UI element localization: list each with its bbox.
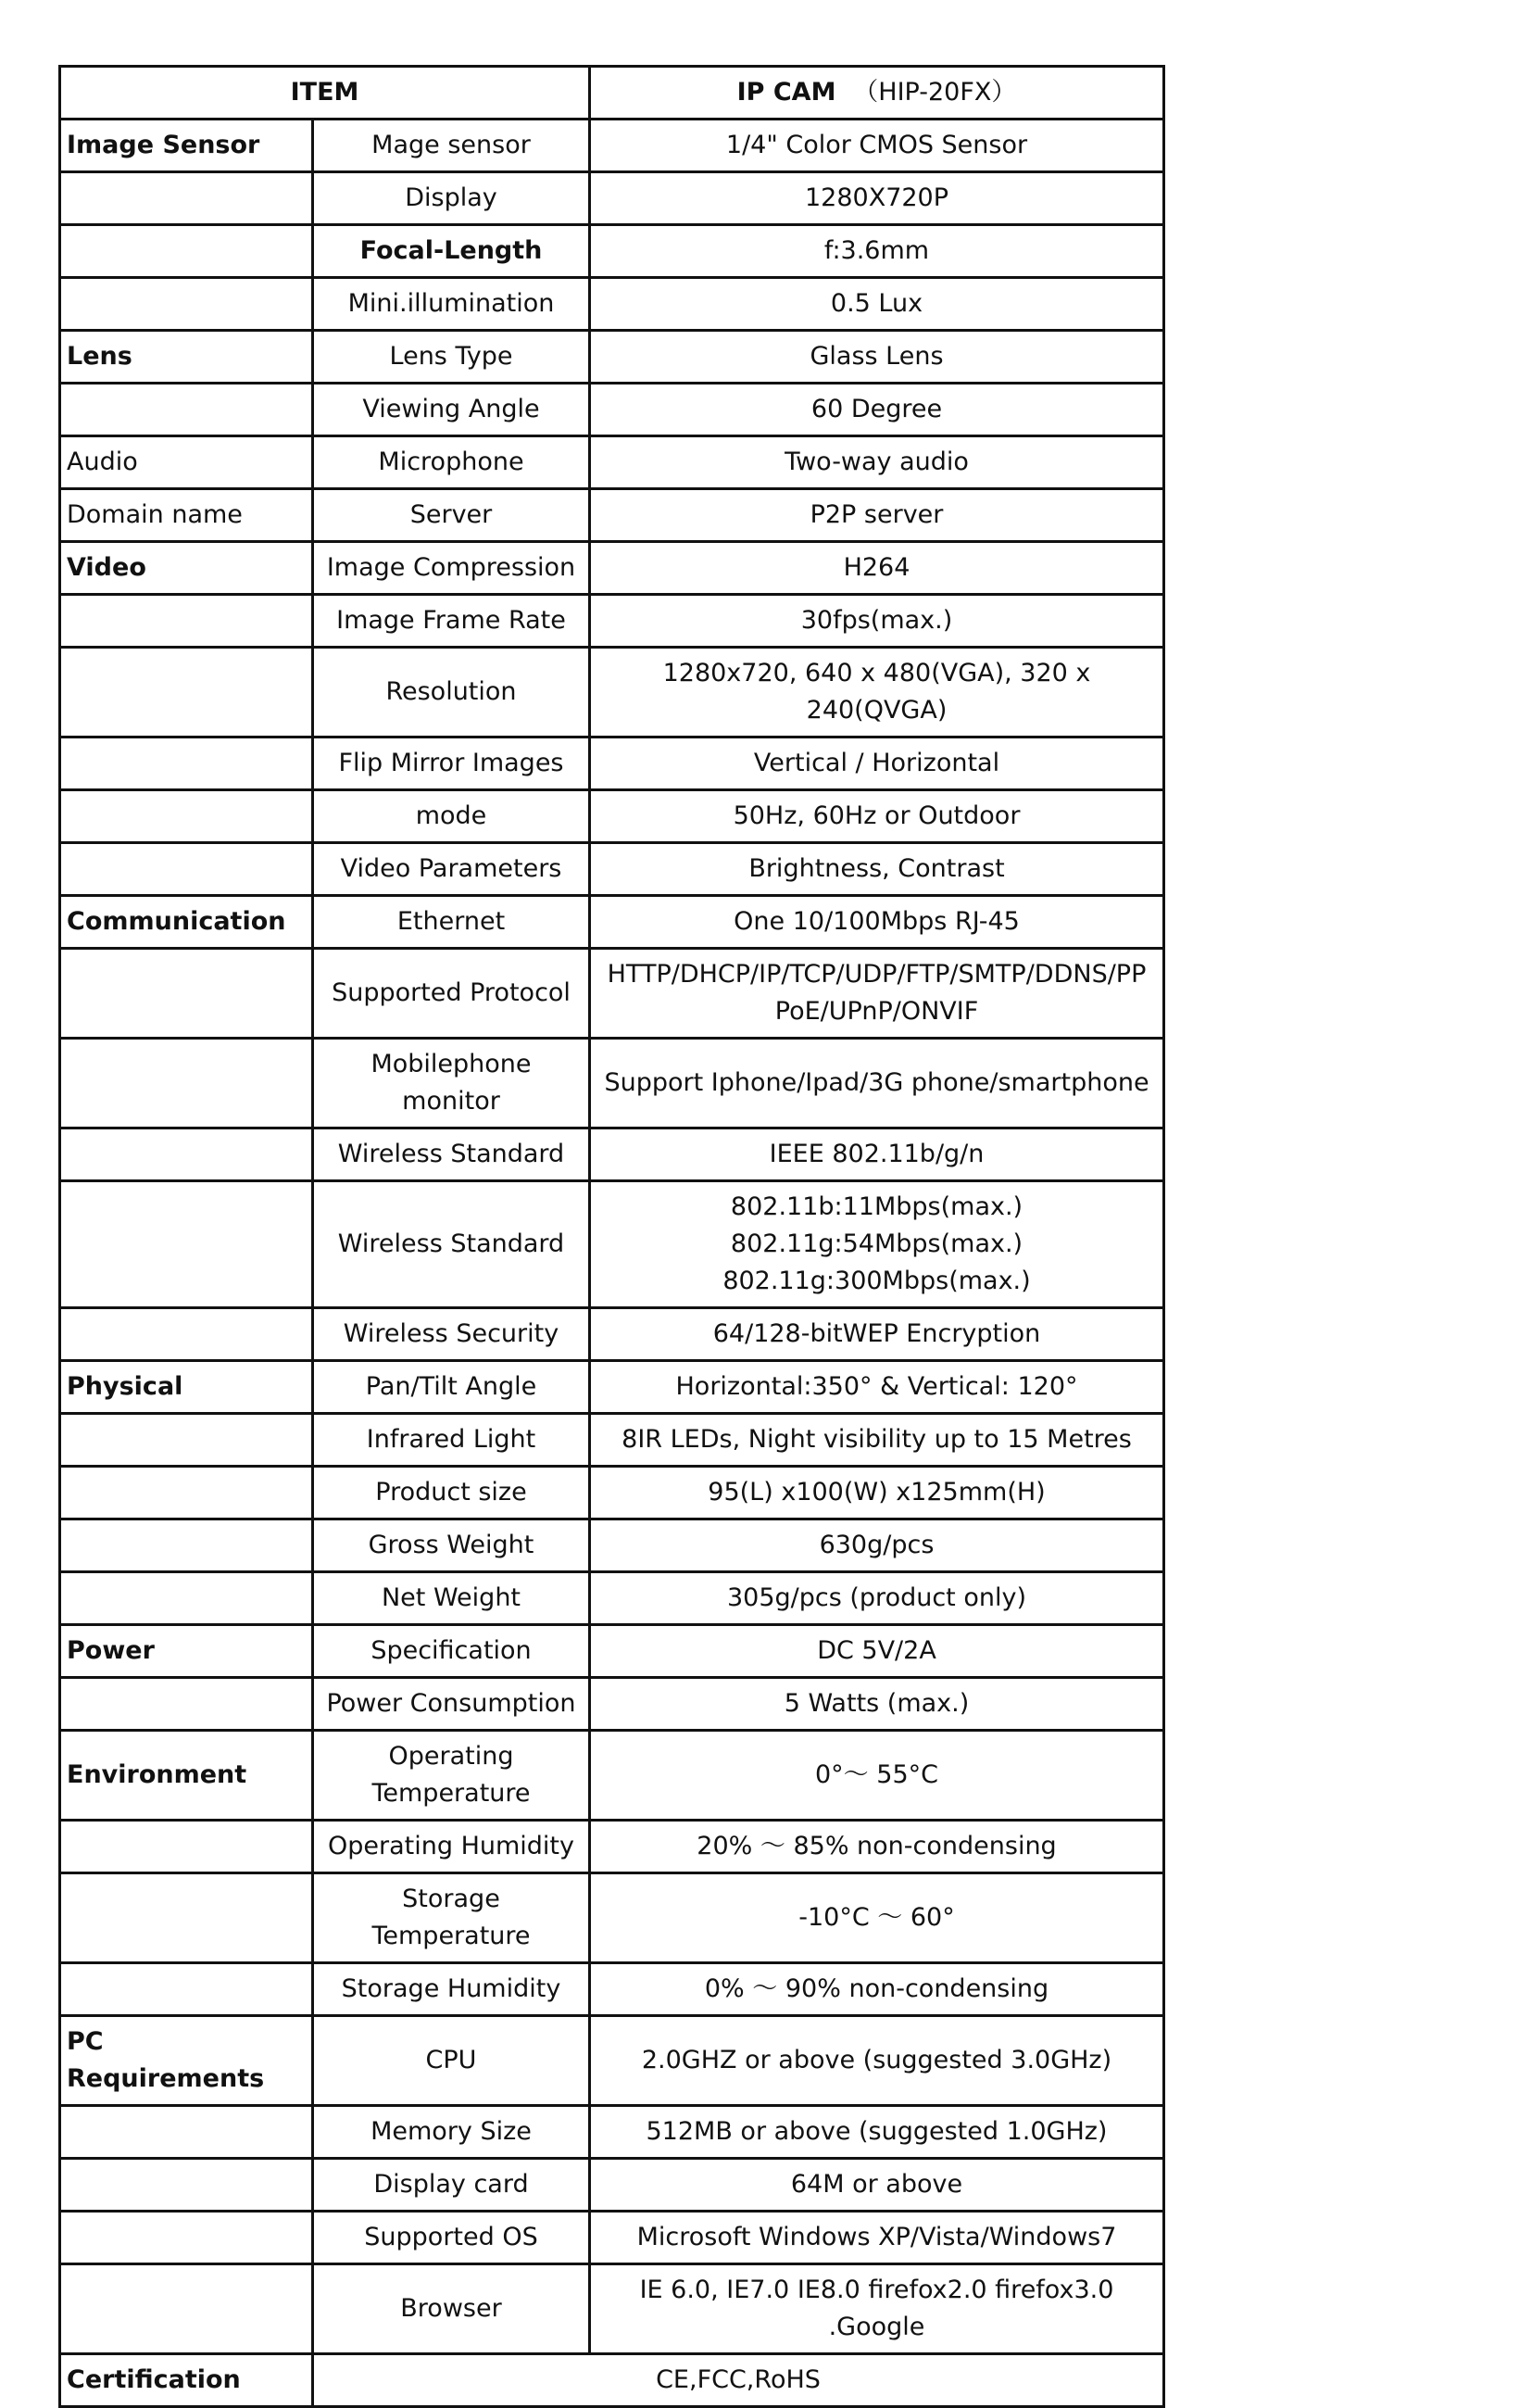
row-item: Supported OS — [313, 2212, 590, 2264]
row-item: Wireless Standard — [313, 1181, 590, 1308]
row-item: Lens Type — [313, 331, 590, 384]
row-category — [60, 790, 313, 843]
table-row — [60, 2159, 1164, 2212]
row-value: 630g/pcs — [590, 1519, 1164, 1572]
row-item: Operating Humidity — [313, 1821, 590, 1873]
row-value: 20% ～ 85% non-condensing — [590, 1821, 1164, 1873]
row-category: Communication — [60, 896, 313, 949]
table-row — [60, 1467, 1164, 1519]
header-model-code: （HIP-20FX） — [853, 78, 1017, 107]
table-row — [60, 542, 1164, 595]
row-category — [60, 648, 313, 738]
row-value: IE 6.0, IE7.0 IE8.0 firefox2.0 firefox3.0 .Google — [590, 2264, 1164, 2354]
row-value: 512MB or above (suggested 1.0GHz) — [590, 2106, 1164, 2159]
row-value: HTTP/DHCP/IP/TCP/UDP/FTP/SMTP/DDNS/PPPoE/UPnP/ONVIF — [590, 949, 1164, 1039]
row-value: Glass Lens — [590, 331, 1164, 384]
header-item: ITEM — [60, 67, 590, 120]
row-item: Flip Mirror Images — [313, 738, 590, 790]
table-row — [60, 120, 1164, 172]
table-row — [60, 489, 1164, 542]
row-category — [60, 1181, 313, 1308]
row-value: H264 — [590, 542, 1164, 595]
row-category — [60, 1308, 313, 1361]
row-category — [60, 225, 313, 278]
table-row — [60, 436, 1164, 489]
row-item: Infrared Light — [313, 1414, 590, 1467]
row-item: Microphone — [313, 436, 590, 489]
row-item: Server — [313, 489, 590, 542]
row-item: Image Compression — [313, 542, 590, 595]
row-category — [60, 1963, 313, 2016]
certification-row — [60, 2354, 1164, 2407]
row-item: Storage Temperature — [313, 1873, 590, 1963]
row-item: Memory Size — [313, 2106, 590, 2159]
row-value: P2P server — [590, 489, 1164, 542]
row-category — [60, 1414, 313, 1467]
table-row — [60, 1039, 1164, 1128]
row-item: Pan/Tilt Angle — [313, 1361, 590, 1414]
row-item: Net Weight — [313, 1572, 590, 1625]
row-item: Mobilephone monitor — [313, 1039, 590, 1128]
row-item: mode — [313, 790, 590, 843]
row-item: Resolution — [313, 648, 590, 738]
row-category — [60, 1572, 313, 1625]
header-product — [590, 67, 1164, 120]
row-category: Image Sensor — [60, 120, 313, 172]
table-row — [60, 1308, 1164, 1361]
table-row — [60, 331, 1164, 384]
row-item: Storage Humidity — [313, 1963, 590, 2016]
row-value: 802.11b:11Mbps(max.) 802.11g:54Mbps(max.) 802.11g:300Mbps(max.) — [590, 1181, 1164, 1308]
table-row — [60, 1963, 1164, 2016]
row-value: Microsoft Windows XP/Vista/Windows7 — [590, 2212, 1164, 2264]
row-value: Support Iphone/Ipad/3G phone/smartphone — [590, 1039, 1164, 1128]
row-category — [60, 172, 313, 225]
table-row — [60, 648, 1164, 738]
row-category — [60, 1821, 313, 1873]
row-item: Mini.illumination — [313, 278, 590, 331]
row-item: Display — [313, 172, 590, 225]
row-item: Operating Temperature — [313, 1731, 590, 1821]
table-row — [60, 1731, 1164, 1821]
row-item: Ethernet — [313, 896, 590, 949]
row-category — [60, 1678, 313, 1731]
table-row — [60, 225, 1164, 278]
table-row — [60, 172, 1164, 225]
table-row — [60, 2264, 1164, 2354]
row-category — [60, 1039, 313, 1128]
table-row — [60, 595, 1164, 648]
row-value: 95(L) x100(W) x125mm(H) — [590, 1467, 1164, 1519]
spec-table-body — [60, 67, 1164, 2407]
certification-value: CE,FCC,RoHS — [313, 2354, 1164, 2407]
row-value: Horizontal:350° & Vertical: 120° — [590, 1361, 1164, 1414]
row-value: Brightness, Contrast — [590, 843, 1164, 896]
row-item: Wireless Standard — [313, 1128, 590, 1181]
row-category — [60, 1128, 313, 1181]
row-value: 305g/pcs (product only) — [590, 1572, 1164, 1625]
row-value: IEEE 802.11b/g/n — [590, 1128, 1164, 1181]
row-item: Focal-Length — [313, 225, 590, 278]
row-category — [60, 949, 313, 1039]
row-value: f:3.6mm — [590, 225, 1164, 278]
table-row — [60, 738, 1164, 790]
spec-table — [58, 65, 1165, 2408]
table-row — [60, 1414, 1164, 1467]
row-value: 2.0GHZ or above (suggested 3.0GHz) — [590, 2016, 1164, 2106]
table-row — [60, 896, 1164, 949]
row-item: Browser — [313, 2264, 590, 2354]
certification-label: Certification — [60, 2354, 313, 2407]
row-value: 30fps(max.) — [590, 595, 1164, 648]
row-value: 64M or above — [590, 2159, 1164, 2212]
row-category — [60, 2106, 313, 2159]
row-item: Display card — [313, 2159, 590, 2212]
row-item: Viewing Angle — [313, 384, 590, 436]
row-value: Vertical / Horizontal — [590, 738, 1164, 790]
row-item: Specification — [313, 1625, 590, 1678]
row-value: -10°C ～ 60° — [590, 1873, 1164, 1963]
row-value: 0.5 Lux — [590, 278, 1164, 331]
table-row — [60, 1625, 1164, 1678]
row-category — [60, 2159, 313, 2212]
header-product-name: IP CAM — [736, 78, 836, 107]
table-row — [60, 1361, 1164, 1414]
row-category: Environment — [60, 1731, 313, 1821]
row-value: 1280x720, 640 x 480(VGA), 320 x 240(QVGA) — [590, 648, 1164, 738]
row-category — [60, 2264, 313, 2354]
table-row — [60, 1572, 1164, 1625]
row-category: Power — [60, 1625, 313, 1678]
table-row — [60, 278, 1164, 331]
table-row — [60, 790, 1164, 843]
table-row — [60, 1678, 1164, 1731]
row-value: 1/4" Color CMOS Sensor — [590, 120, 1164, 172]
row-category — [60, 1519, 313, 1572]
row-category: PC Requirements — [60, 2016, 313, 2106]
row-item: Wireless Security — [313, 1308, 590, 1361]
row-value: Two-way audio — [590, 436, 1164, 489]
table-row — [60, 2106, 1164, 2159]
row-category: Lens — [60, 331, 313, 384]
row-item: Supported Protocol — [313, 949, 590, 1039]
row-value: 60 Degree — [590, 384, 1164, 436]
table-row — [60, 1821, 1164, 1873]
row-category: Audio — [60, 436, 313, 489]
row-category: Domain name — [60, 489, 313, 542]
row-item: Image Frame Rate — [313, 595, 590, 648]
row-category — [60, 2212, 313, 2264]
row-item: Video Parameters — [313, 843, 590, 896]
row-value: 0°～ 55°C — [590, 1731, 1164, 1821]
row-value: 0% ～ 90% non-condensing — [590, 1963, 1164, 2016]
table-row — [60, 843, 1164, 896]
row-value: 1280X720P — [590, 172, 1164, 225]
row-category — [60, 1873, 313, 1963]
table-row — [60, 1873, 1164, 1963]
row-item: Mage sensor — [313, 120, 590, 172]
table-row — [60, 384, 1164, 436]
row-value: One 10/100Mbps RJ-45 — [590, 896, 1164, 949]
row-value: 64/128-bitWEP Encryption — [590, 1308, 1164, 1361]
row-item: Power Consumption — [313, 1678, 590, 1731]
row-value: 8IR LEDs, Night visibility up to 15 Metres — [590, 1414, 1164, 1467]
row-category — [60, 843, 313, 896]
row-value: 50Hz, 60Hz or Outdoor — [590, 790, 1164, 843]
table-row — [60, 2212, 1164, 2264]
row-category — [60, 1467, 313, 1519]
row-item: Product size — [313, 1467, 590, 1519]
table-row — [60, 1128, 1164, 1181]
table-row — [60, 949, 1164, 1039]
row-category — [60, 278, 313, 331]
table-row — [60, 1519, 1164, 1572]
row-category: Video — [60, 542, 313, 595]
row-item: Gross Weight — [313, 1519, 590, 1572]
table-row — [60, 1181, 1164, 1308]
table-row — [60, 2016, 1164, 2106]
row-value: 5 Watts (max.) — [590, 1678, 1164, 1731]
row-value: DC 5V/2A — [590, 1625, 1164, 1678]
row-category: Physical — [60, 1361, 313, 1414]
row-item: CPU — [313, 2016, 590, 2106]
row-category — [60, 738, 313, 790]
row-category — [60, 384, 313, 436]
table-header-row — [60, 67, 1164, 120]
row-category — [60, 595, 313, 648]
